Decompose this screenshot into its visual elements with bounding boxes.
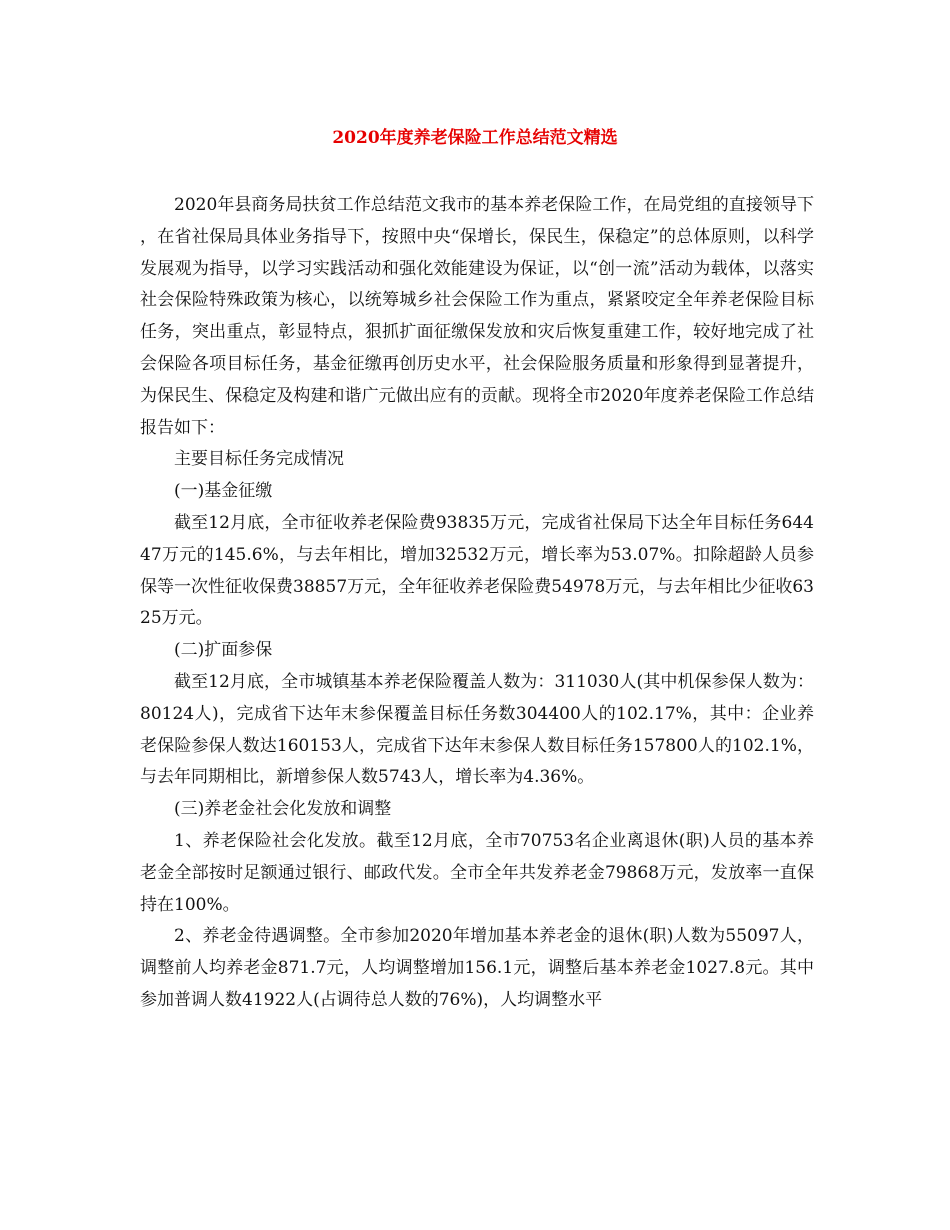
subheading-fund-collection: (一)基金征缴	[174, 481, 273, 502]
paragraph-fund-collection: 截至12月底，全市征收养老保险费93835万元，完成省社保局下达全年目标任务64447万元的145.6%，与去年相比，增加32532万元，增长率为53.07%。扣除超龄人员参保等一次性征收保费38857万元，全年征收养老保险费54978万元，与去年相比少征收6325万元。	[140, 512, 814, 629]
paragraph-pension-distribution: 1、养老保险社会化发放。截至12月底，全市70753名企业离退休(职)人员的基本养老金全部按时足额通过银行、邮政代发。全市全年共发养老金79868万元，发放率一直保持在100%。	[140, 830, 814, 915]
subheading-pension-distribution: (三)养老金社会化发放和调整	[174, 799, 392, 820]
paragraph-pension-adjustment: 2、养老金待遇调整。全市参加2020年增加基本养老金的退休(职)人数为55097人，调整前人均养老金871.7元，人均调整增加156.1元，调整后基本养老金1027.8元。其中参加普调人数41922人(占调待总人数的76%)，人均调整水平	[140, 926, 814, 1010]
document-title: 2020年度养老保险工作总结范文精选	[332, 128, 618, 148]
section-heading-main-tasks: 主要目标任务完成情况	[174, 449, 344, 470]
document-body	[140, 190, 814, 1017]
paragraph-coverage-expansion: 截至12月底，全市城镇基本养老保险覆盖人数为：311030人(其中机保参保人数为：80124人)，完成省下达年末参保覆盖目标任务数304400人的102.17%，其中：企业养老保险参保人数达160153人，完成省下达年末参保人数目标任务157800人的102.1%，与去年同期相比，新增参保人数5743人，增长率为4.36%。	[140, 671, 814, 788]
paragraph-intro: 2020年县商务局扶贫工作总结范文我市的基本养老保险工作，在局党组的直接领导下，在省社保局具体业务指导下，按照中央“保增长，保民生，保稳定”的总体原则，以科学发展观为指导，以学习实践活动和强化效能建设为保证，以“创一流”活动为载体，以落实社会保险特殊政策为核心，以统筹城乡社会保险工作为重点，紧紧咬定全年养老保险目标任务，突出重点，彰显特点，狠抓扩面征缴保发放和灾后恢复重建工作，较好地完成了社会保险各项目标任务，基金征缴再创历史水平，社会保险服务质量和形象得到显著提升，为保民生、保稳定及构建和谐广元做出应有的贡献。现将全市2020年度养老保险工作总结报告如下：	[140, 195, 814, 438]
subheading-coverage-expansion: (二)扩面参保	[174, 640, 273, 661]
